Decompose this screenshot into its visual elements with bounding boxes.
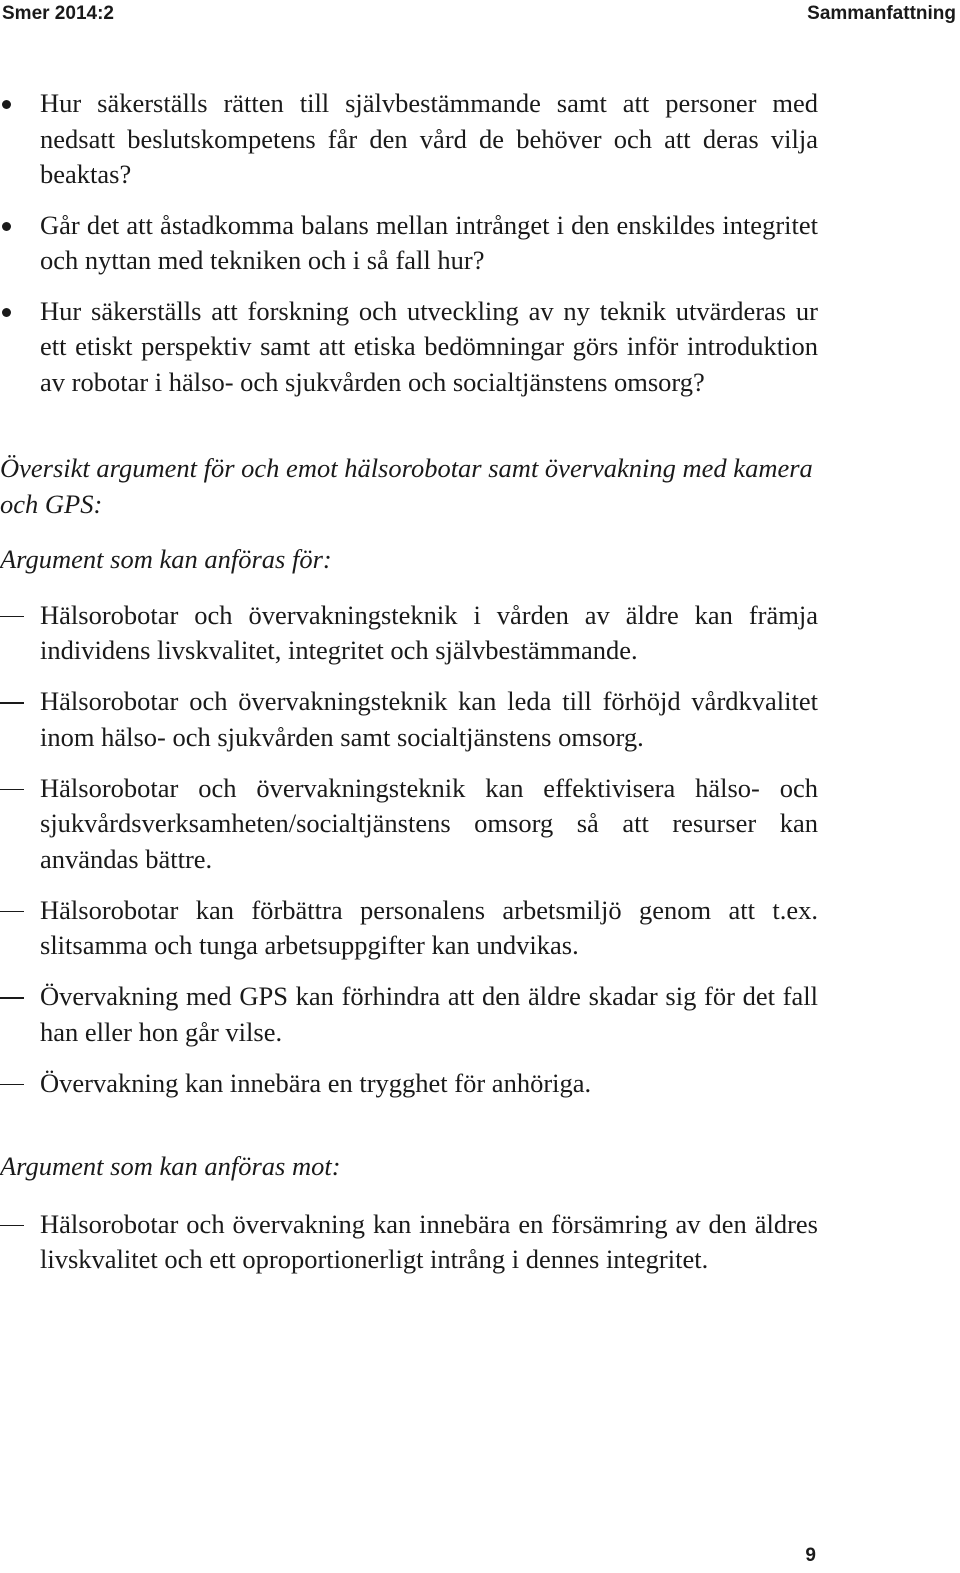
report-id: Smer 2014:2 [2,3,114,24]
question-text: Hur säkerställs att forskning och utveckling av ny teknik utvärderas ur ett etiskt perspektiv samt att etiska bedömningar görs inför introduktion av robotar i hälso- och sjukvården och socialtjänstens omsorg? [40,295,818,397]
argument-for-item [0,771,818,878]
argument-text: Övervakning med GPS kan förhindra att den äldre skadar sig för det fall han eller hon går vilse. [40,981,818,1047]
dash-icon [0,911,24,913]
argument-for-item [0,893,818,964]
bullet-icon [2,222,11,231]
page-header [0,0,960,30]
question-item [0,208,818,279]
page-content [0,86,818,1293]
bullet-icon [2,308,11,317]
argument-for-item [0,1066,818,1102]
arguments-for-heading: Argument som kan anföras för: [0,544,332,574]
argument-text: Hälsorobotar och övervakning kan innebära en försämring av den äldres livskvalitet och ett oproportionerligt intrång i dennes integritet. [40,1208,818,1274]
argument-against-item [0,1207,818,1278]
dash-icon [0,1084,24,1086]
page-number: 9 [805,1545,816,1566]
argument-for-item [0,979,818,1050]
question-item [0,294,818,401]
argument-text: Hälsorobotar kan förbättra personalens arbetsmiljö genom att t.ex. slitsamma och tunga arbetsuppgifter kan undvikas. [40,894,818,960]
dash-icon [0,997,24,999]
dash-icon [0,702,24,704]
arguments-against-heading: Argument som kan anföras mot: [0,1151,341,1181]
arguments-for-list [0,598,818,1102]
argument-text: Hälsorobotar och övervakningsteknik kan effektivisera hälso- och sjukvårdsverksamheten/socialtjänstens omsorg så att resurser kan användas bättre. [40,772,818,874]
dash-icon [0,616,24,618]
question-text: Går det att åstadkomma balans mellan intrånget i den enskildes integritet och nyttan med tekniken och i så fall hur? [40,209,818,275]
dash-icon [0,789,24,791]
section-title: Sammanfattning [807,3,956,24]
argument-text: Övervakning kan innebära en trygghet för anhöriga. [40,1067,592,1098]
question-item [0,86,818,193]
argument-for-item [0,684,818,755]
bullet-icon [2,100,11,109]
question-list [0,86,818,400]
question-text: Hur säkerställs rätten till självbestämmande samt att personer med nedsatt beslutskompetens får den vård de behöver och att deras vilja beaktas? [40,88,818,189]
overview-heading: Översikt argument för och emot hälsorobotar samt övervakning med kamera och GPS: [0,453,813,519]
argument-text: Hälsorobotar och övervakningsteknik kan leda till förhöjd vårdkvalitet inom hälso- och sjukvården samt socialtjänstens omsorg. [40,686,818,752]
dash-icon [0,1225,24,1227]
argument-text: Hälsorobotar och övervakningsteknik i vården av äldre kan främja individens livskvalitet, integritet och självbestämmande. [40,599,818,665]
argument-for-item [0,598,818,669]
arguments-against-list [0,1207,818,1278]
